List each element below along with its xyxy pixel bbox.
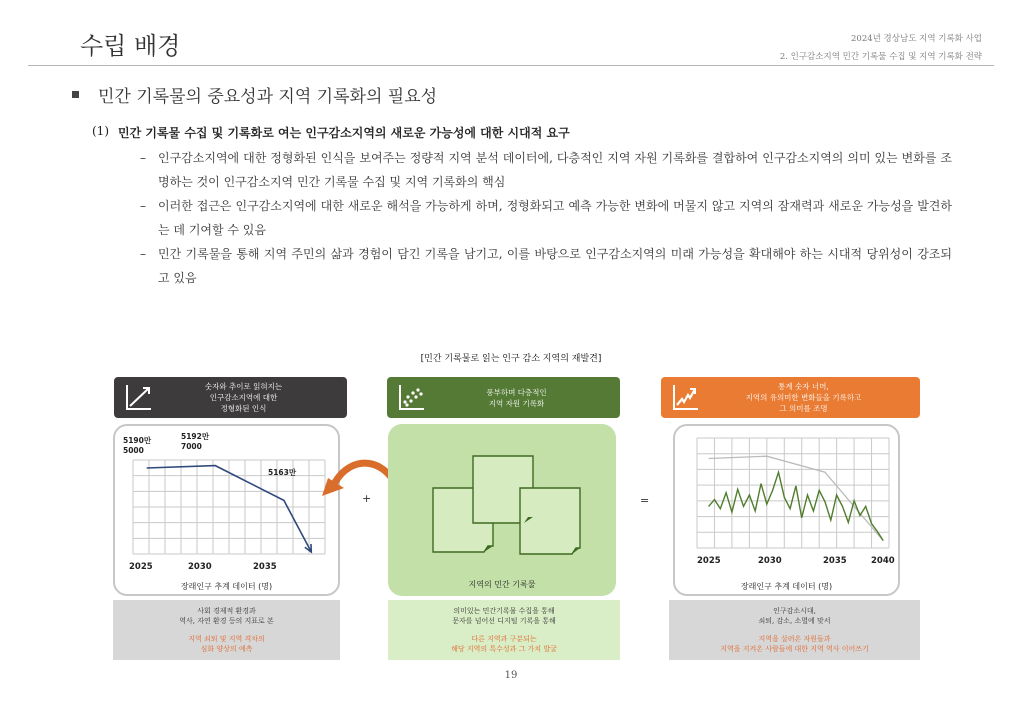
dash-bullet: –	[140, 247, 146, 261]
records-label: 지역의 민간 기록물	[468, 580, 536, 589]
x-tick-label: 2030	[758, 556, 782, 566]
footer-highlight-line: 해당 지역의 특수성과 그 가치 발굴	[451, 645, 557, 653]
footer-box-meaning	[669, 600, 920, 660]
bullet-text: 민간 기록물을 통해 지역 주민의 삶과 경험이 담긴 기록을 남기고, 이를 바탕으로 인구감소지역의 미래 가능성을 확대해야 하는 시대적 당위성이 강조되고 있음	[158, 247, 952, 285]
dash-bullet: –	[140, 151, 146, 165]
panel-header-text	[460, 387, 546, 409]
header-line: 인구감소지역에 대한	[209, 393, 278, 402]
list-item	[140, 146, 952, 194]
documents-illustration	[388, 424, 616, 596]
panel-header-text	[179, 381, 282, 414]
x-tick-label: 2030	[188, 562, 212, 572]
trend-up-icon	[124, 382, 154, 412]
footer-box-statistics	[113, 600, 340, 660]
x-tick-label: 2040	[871, 556, 895, 566]
page-number: 19	[504, 670, 518, 681]
footer-box-records	[388, 600, 620, 660]
data-label-2035: 5163만	[268, 468, 297, 477]
footer-line: 역사, 자연 환경 등의 지표로 본	[179, 617, 274, 625]
footer-line: 인구감소시대,	[773, 607, 816, 615]
chart-axis-label: 장래인구 추계 데이터 (명)	[180, 582, 273, 591]
plus-operator: +	[362, 492, 372, 505]
change-line-chart	[675, 426, 902, 598]
private-records-card	[388, 424, 616, 596]
header-line: 지역 자원 기록화	[488, 398, 545, 408]
footer-highlight-line: 지역 쇠퇴 및 지역 격차의	[188, 635, 265, 643]
x-tick-label: 2025	[697, 556, 721, 566]
footer-highlight-line: 지역을 지켜온 사람들에 대한 지역 역사 이어쓰기	[720, 645, 869, 653]
scatter-icon	[397, 382, 427, 412]
panel-header-text	[720, 381, 862, 414]
header-line: 숫자와 추이로 읽혀지는	[204, 382, 283, 391]
header-divider	[28, 65, 994, 66]
footer-highlight-line: 지역을 살려온 자원들과	[758, 635, 831, 643]
subsection-number: (1)	[92, 124, 109, 138]
dash-bullet: –	[140, 199, 146, 213]
footer-highlight-line: 다른 지역과 구분되는	[471, 635, 537, 643]
panel-header-statistics	[114, 377, 347, 418]
footer-highlight-line: 심화 양상의 예측	[200, 645, 253, 653]
header-line: 그 의미를 조명	[779, 404, 828, 413]
list-item	[140, 194, 952, 242]
list-item	[140, 242, 952, 290]
footer-line: 의미있는 민간기록물 수집을 통해	[453, 607, 555, 615]
data-label-2030: 5192만 7000	[181, 432, 210, 451]
document-series-label: 2024년 경상남도 지역 기록화 사업	[851, 34, 982, 44]
footer-line: 사회 경제적 환경과	[197, 607, 256, 615]
header-line: 지역의 유의미한 변화들을 기록하고	[745, 393, 862, 402]
header-line: 통계 숫자 너머,	[778, 382, 829, 391]
bullet-list	[140, 146, 952, 290]
square-bullet-icon	[72, 91, 79, 98]
bullet-text: 인구감소지역에 대한 정형화된 인식을 보여주는 정량적 지역 분석 데이터에, 다층적인 지역 자원 기록화를 결합하여 인구감소지역의 의미 있는 변화를 조명하는 것이 인구감소지역 민간 기록물 수집 및 지역 기록화의 핵심	[158, 151, 952, 189]
header-line: 정형화된 인식	[220, 404, 267, 413]
equals-operator: =	[640, 494, 650, 507]
subsection-heading: 민간 기록물 수집 및 기록화로 여는 인구감소지역의 새로운 가능성에 대한 시대적 요구	[118, 126, 570, 140]
bullet-text: 이러한 접근은 인구감소지역에 대한 새로운 해석을 가능하게 하며, 정형화되고 예측 가능한 변화에 머물지 않고 지역의 잠재력과 새로운 가능성을 발견하는 데 기여할 수 있음	[158, 199, 952, 237]
header-line: 풍부하며 다층적인	[486, 387, 547, 397]
x-tick-label: 2035	[823, 556, 847, 566]
x-tick-label: 2025	[129, 562, 153, 572]
section-heading: 민간 기록물의 중요성과 지역 기록화의 필요성	[98, 87, 438, 107]
panel-header-meaning	[661, 377, 920, 418]
x-tick-label: 2035	[253, 562, 277, 572]
footer-line: 쇠퇴, 감소, 소멸에 맞서	[758, 617, 831, 625]
data-label-2025: 5190만 5000	[123, 436, 152, 455]
rising-arrow-icon	[671, 382, 701, 412]
figure-caption: [민간 기록물로 읽는 인구 감소 지역의 재발견]	[420, 354, 602, 364]
chapter-label: 2. 인구감소지역 민간 기록물 수집 및 지역 기록화 전략	[779, 52, 982, 62]
fluctuation-line	[709, 472, 884, 540]
population-projection-card	[113, 424, 340, 596]
chart-axis-label: 장래인구 추계 데이터 (명)	[740, 582, 833, 591]
meaningful-change-card	[673, 424, 900, 596]
footer-line: 문자를 넘어선 디지털 기록을 통해	[452, 617, 556, 625]
panel-header-records	[387, 377, 620, 418]
page-title: 수립 배경	[80, 32, 181, 60]
